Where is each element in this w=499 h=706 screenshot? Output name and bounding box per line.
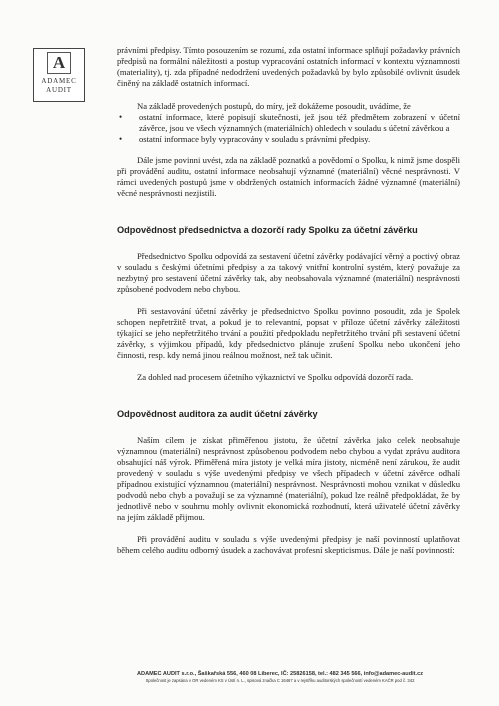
paragraph-auditor-duties: Při provádění auditu v souladu s výše uvedenými předpisy je naší povinností uplatňovat během celého auditu odborný úsudek a zachovávat profesní skepticismus. Dále je naší povinností: <box>117 534 460 555</box>
page-footer <box>90 670 470 684</box>
paragraph-board-responsibility: Předsednictvo Spolku odpovídá za sestavení účetní závěrky podávající věrný a poctivý obraz v souladu s českými účetními předpisy a za takový vnitřní kontrolní systém, který považuje za nezbytný pro sestavení účetní závěrky tak, aby neobsahovala významné (materiální) nesprávnosti způsobené podvodem nebo chybou. <box>117 251 460 294</box>
paragraph-supervisory-board: Za dohled nad procesem účetního výkaznictví ve Spolku odpovídá dozorčí rada. <box>137 372 414 382</box>
footer-company-contact: ADAMEC AUDIT s.r.o., Šaškařská 556, 460 08 Liberec, IČ: 25826158, tel.: 482 345 566, info@adamec-audit.cz <box>136 671 423 677</box>
section-heading-board-responsibility: Odpovědnost předsednictva a dozorčí rady Spolku za účetní závěrku <box>117 225 418 235</box>
list-item: • ostatní informace, které popisují skutečnosti, jež jsou též předmětem zobrazení v účetní závěrce, jsou ve všech významných (materiálních) ohledech v souladu s účetní závěrkou a <box>131 112 460 134</box>
paragraph-audit-objective: Naším cílem je získat přiměřenou jistotu, že účetní závěrka jako celek neobsahuje významnou (materiální) nesprávnost způsobenou podvodem nebo chybou a vydat zprávu auditora obsahující náš výrok. Přiměřená míra jistoty je velká míra jistoty, nicméně není zárukou, že audit provedený v souladu s výše uvedenými předpisy ve všech případech v účetní závěrce odhalí případnou existující významnou (materiální) nesprávnost. Nesprávnosti mohou vznikat v důsledku podvodů nebo chyb a považují se za významné (materiální), pokud lze reálně předpokládat, že by jednotlivě nebo v souhrnu mohly ovlivnit ekonomická rozhodnutí, která uživatelé účetní závěrky na jejím základě přijmou. <box>117 435 460 522</box>
paragraph-other-info-assessment: právními předpisy. Tímto posouzením se rozumí, zda ostatní informace splňují požadavky právních předpisů na formální náležitosti a postup vypracování ostatních informací v kontextu významnosti (materiality), tj. zda případné nedodržení uvedených požadavků by bylo způsobilé ovlivnit úsudek činěný na základě ostatních informací. <box>117 45 460 88</box>
conclusion-list <box>117 112 460 145</box>
company-logo <box>33 48 85 102</box>
paragraph-procedures-intro: Na základě provedených postupů, do míry, jež dokážeme posoudit, uvádíme, že <box>137 101 411 111</box>
logo-line-2: AUDIT <box>46 86 72 94</box>
logo-line-1: ADAMEC <box>41 77 77 85</box>
paragraph-going-concern: Při sestavování účetní závěrky je předsednictvo Spolku povinno posoudit, zda je Spolek schopen nepřetržitě trvat, a pokud je to relevantní, popsat v příloze účetní závěrky záležitosti týkající se jeho nepřetržitého trvání a použití předpokladu nepřetržitého trvání při sestavení účetní závěrky, s výjimkou případů, kdy předsednictvo plánuje zrušení Spolku nebo ukončení jeho činnosti, resp. kdy nemá jinou reálnou možnost, než tak učinit. <box>117 306 460 360</box>
document-body <box>117 45 460 556</box>
footer-registration: Společnost je zapsána v OR vedeném KS v Ústí n. L., spisová značka C 16467 a v rejstříku auditorských společností vedeném KAČR pod č. 342 <box>145 678 415 683</box>
logo-letter: A <box>47 52 71 74</box>
paragraph-material-misstatements: Dále jsme povinni uvést, zda na základě poznatků a povědomí o Spolku, k nimž jsme dospěli při provádění auditu, ostatní informace neobsahují významné (materiální) věcné nesprávnosti. V rámci uvedených postupů jsme v obdržených ostatních informacích žádné významné (materiální) věcné nesprávnosti nezjistili. <box>117 155 460 198</box>
list-item: • ostatní informace byly vypracovány v souladu s právními předpisy. <box>131 134 460 145</box>
section-heading-auditor-responsibility: Odpovědnost auditora za audit účetní závěrky <box>117 409 318 419</box>
